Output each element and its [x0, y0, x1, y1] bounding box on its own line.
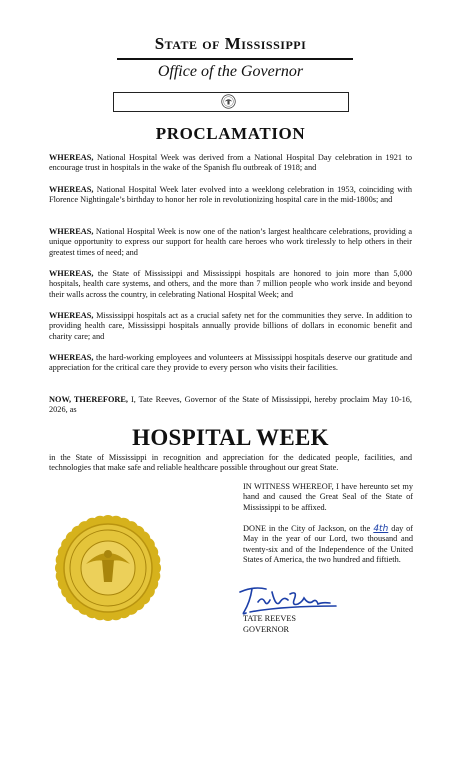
whereas-paragraph-5 [49, 311, 412, 342]
whereas-text: National Hospital Week later evolved into a weeklong celebration in 1953, coinciding with Florence Nightingale’s birthday to honor her role in revolutionizing hospital care in the mid-1800s; and [49, 185, 412, 205]
whereas-paragraph-4 [49, 269, 412, 300]
handwritten-day: 4th [373, 524, 389, 534]
whereas-text: the State of Mississippi and Mississippi hospitals are honored to join more than 5,000 hospitals, health care systems, and others, and the more than 7 million people who work inside and beyond their walls across the country, in celebrating National Hospital Week; and [49, 269, 412, 299]
observance-title: HOSPITAL WEEK [132, 425, 329, 450]
done-text-before: DONE in the City of Jackson, on the [243, 524, 371, 533]
witness-paragraph: IN WITNESS WHEREOF, I have hereunto set my hand and caused the Great Seal of the State of Mississippi to be affixed. [243, 482, 413, 512]
done-text-after: day of May in the year of our Lord, two thousand and twenty-six and of the Independence of the United States of America, the two hundred and fiftieth. [243, 524, 414, 564]
proclamation-title: PROCLAMATION [155, 124, 306, 143]
therefore-text: I, Tate Reeves, Governor of the State of Mississippi, hereby proclaim May 10-16, 2026, as [49, 395, 412, 415]
whereas-lead: WHEREAS, [49, 227, 94, 236]
whereas-lead: WHEREAS, [49, 353, 94, 362]
state-seal-icon [221, 94, 236, 109]
whereas-lead: WHEREAS, [49, 153, 94, 162]
state-heading: State of Mississippi [154, 34, 307, 53]
great-seal-icon [52, 512, 164, 624]
whereas-text: the hard-working employees and volunteers at Mississippi hospitals deserve our gratitude and appreciation for the critical care they provide to every person who visits their facilities. [49, 353, 412, 373]
done-paragraph [243, 524, 413, 565]
signatory-title: GOVERNOR [243, 625, 290, 634]
whereas-lead: WHEREAS, [49, 185, 94, 194]
whereas-paragraph-1 [49, 153, 412, 174]
whereas-text: National Hospital Week was derived from a National Hospital Day celebration in 1921 to encourage trust in hospitals in the wake of the Spanish flu outbreak of 1918; and [49, 153, 412, 173]
therefore-lead: NOW, THEREFORE, [49, 395, 129, 404]
whereas-text: Mississippi hospitals act as a crucial safety net for the communities they serve. In addition to providing health care, Mississippi hospitals annually provide billions of dollars in economic benefit and charity care; and [49, 311, 412, 341]
heading-rule [117, 58, 353, 60]
office-heading: Office of the Governor [157, 63, 304, 80]
signatory-block [243, 613, 296, 635]
whereas-paragraph-3 [49, 227, 412, 258]
whereas-lead: WHEREAS, [49, 311, 94, 320]
signatory-name: TATE REEVES [243, 614, 297, 623]
seal-banner [113, 92, 349, 112]
closing-paragraph: in the State of Mississippi in recognition and appreciation for the dedicated people, facilities, and technologies that make safe and reliable healthcare possible throughout our great State. [49, 453, 412, 473]
therefore-paragraph [49, 395, 412, 416]
whereas-text: National Hospital Week is now one of the nation’s largest healthcare celebrations, providing a unique opportunity to express our support for health care heroes who work tirelessly to help others in their greatest times of need; and [49, 227, 412, 257]
whereas-paragraph-2 [49, 185, 412, 206]
whereas-lead: WHEREAS, [49, 269, 94, 278]
whereas-paragraph-6 [49, 353, 412, 374]
